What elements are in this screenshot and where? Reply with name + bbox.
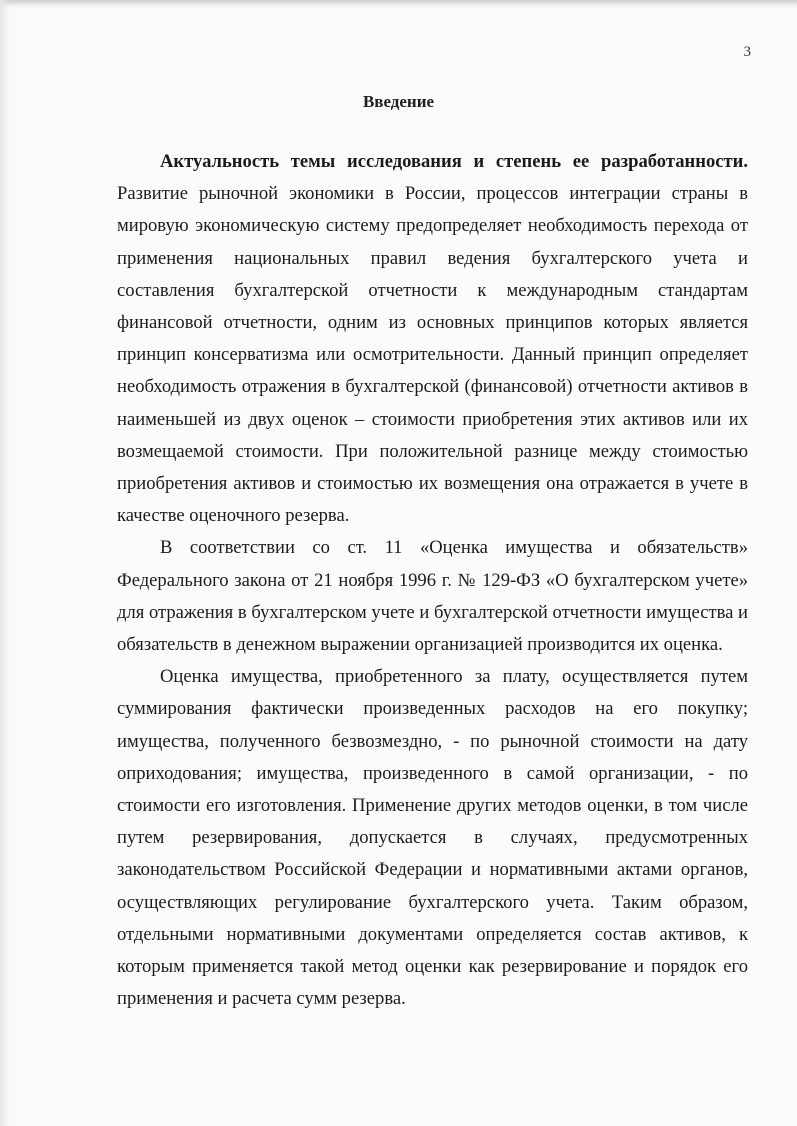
paragraph-relevance <box>117 146 748 532</box>
paragraph-text: Развитие рыночной экономики в России, процессов интеграции страны в мировую экономическую систему предопределяет необходимость перехода от применения национальных правил ведения бухгалтерского учета и составления бухгалтерской отчетности к международным стандартам финансовой отчетности, одним из основных принципов которых является принцип консерватизма или осмотрительности. Данный принцип определяет необходимость отражения в бухгалтерской (финансовой) отчетности активов в наименьшей из двух оценок – стоимости приобретения этих активов или их возмещаемой стоимости. При положительной разнице между стоимостью приобретения активов и стоимостью их возмещения она отражается в учете в качестве оценочного резерва. <box>117 183 748 527</box>
page-number: 3 <box>743 44 751 60</box>
paragraph-text: Оценка имущества, приобретенного за плату, осуществляется путем суммирования фактически произведенных расходов на его покупку; имущества, полученного безвозмездно, - по рыночной стоимости на дату оприходования; имущества, произведенного в самой организации, - по стоимости его изготовления. Применение других методов оценки, в том числе путем резервирования, допускается в случаях, предусмотренных законодательством Российской Федерации и нормативными актами органов, осуществляющих регулирование бухгалтерского учета. Таким образом, отдельными нормативными документами определяется состав активов, к которым применяется такой метод оценки как резервирование и порядок его применения и расчета сумм резерва. <box>117 666 748 1010</box>
document-body <box>117 146 748 1015</box>
scan-top-edge <box>0 0 797 8</box>
scan-left-shadow <box>0 0 10 1126</box>
paragraph-lead: Актуальность темы исследования и степень ее разработанности. <box>160 151 748 172</box>
section-heading: Введение <box>362 92 435 111</box>
paragraph-text: В соответствии со ст. 11 «Оценка имущества и обязательств» Федерального закона от 21 ноября 1996 г. № 129-ФЗ «О бухгалтерском учете» для отражения в бухгалтерском учете и бухгалтерской отчетности имущества и обязательств в денежном выражении организацией производится их оценка. <box>117 537 748 656</box>
paragraph-valuation <box>117 661 748 1015</box>
paragraph-law-article <box>117 532 748 661</box>
